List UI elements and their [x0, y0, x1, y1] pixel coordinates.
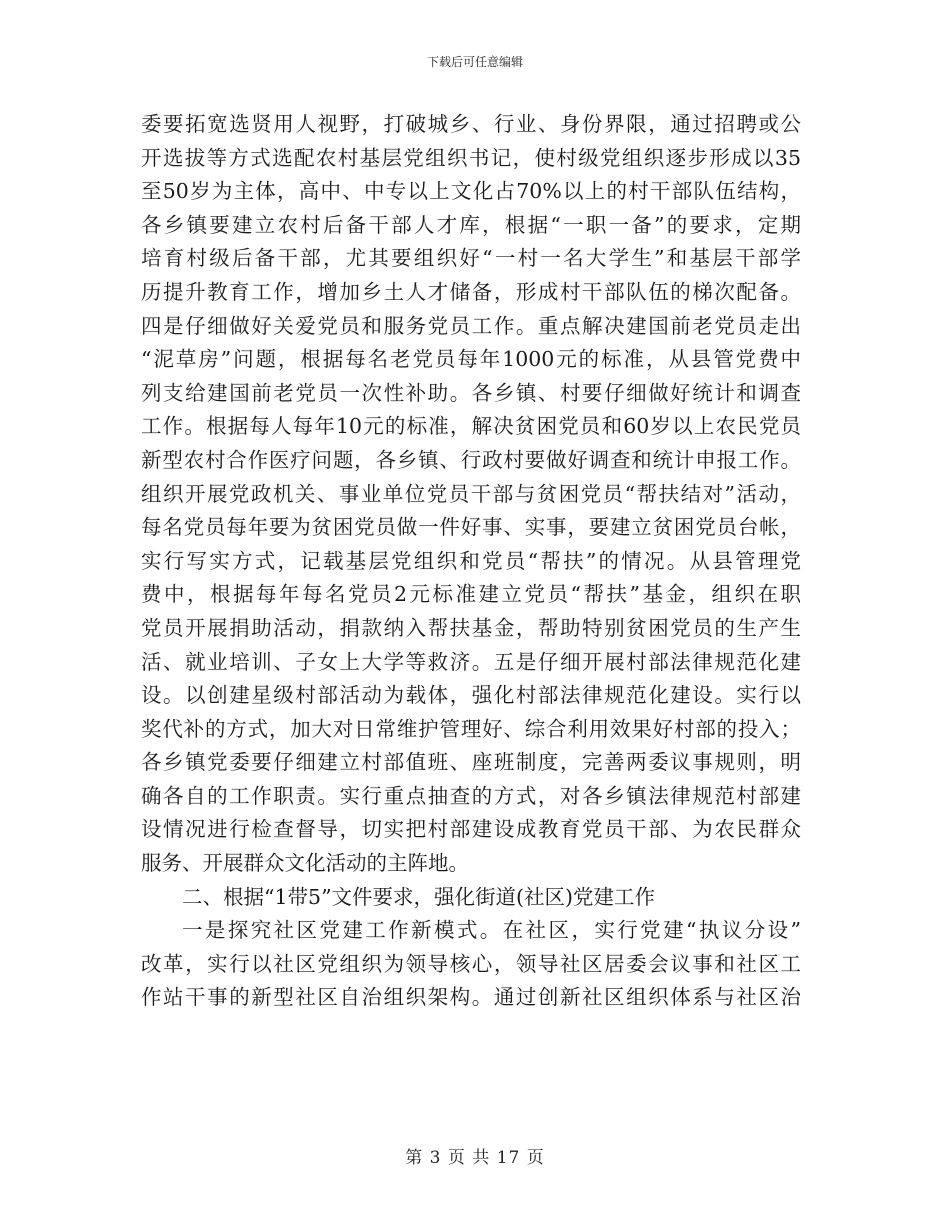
- text-line: 改革，实行以社区党组织为领导核心，领导社区居委会议事和社区工: [141, 951, 801, 976]
- text-line: 委要拓宽选贤用人视野，打破城乡、行业、身份界限，通过招聘或公: [141, 112, 801, 136]
- text-line: 实行写实方式，记载基层党组织和党员“帮扶”的情况。从县管理党: [141, 548, 801, 573]
- text-line: 费中，根据每年每名党员2元标准建立党员“帮扶”基金，组织在职: [141, 582, 801, 607]
- text-line: 每名党员每年要为贫困党员做一件好事、实事，要建立贫困党员台帐，: [141, 515, 801, 540]
- page-header: 下载后可任意编辑: [426, 55, 523, 69]
- text-line: 确各自的工作职责。实行重点抽查的方式，对各乡镇法律规范村部建: [141, 783, 801, 808]
- text-line: 活、就业培训、子女上大学等救济。五是仔细开展村部法律规范化建: [141, 649, 801, 674]
- text-line: 党员开展捐助活动，捐款纳入帮扶基金，帮助特别贫困党员的生产生: [141, 615, 801, 640]
- text-line: 四是仔细做好关爱党员和服务党员工作。重点解决建国前老党员走出: [141, 313, 801, 338]
- text-line: 培育村级后备干部，尤其要组织好“一村一名大学生”和基层干部学: [141, 246, 801, 271]
- text-line: 列支给建国前老党员一次性补助。各乡镇、村要仔细做好统计和调查: [141, 380, 801, 405]
- text-line: 设情况进行检查督导，切实把村部建设成教育党员干部、为农民群众: [141, 817, 801, 842]
- text-line: 奖代补的方式，加大对日常维护管理好、综合利用效果好村部的投入；: [141, 716, 801, 741]
- text-line: 作站干事的新型社区自治组织架构。通过创新社区组织体系与社区治: [141, 985, 801, 1010]
- body-text: [141, 108, 801, 1015]
- page-footer: 第 3 页 共 17 页: [405, 1148, 545, 1168]
- text-line: “泥草房”问题，根据每名老党员每年1000元的标准，从县管党费中: [141, 347, 801, 372]
- text-line: 历提升教育工作，增加乡土人才储备，形成村干部队伍的梯次配备。: [141, 279, 801, 304]
- text-line: 一是探究社区党建工作新模式。在社区，实行党建“执议分设”: [182, 918, 801, 943]
- text-line: 各乡镇党委要仔细建立村部值班、座班制度，完善两委议事规则，明: [141, 750, 801, 775]
- text-line: 至50岁为主体，高中、中专以上文化占70%以上的村干部队伍结构，: [141, 179, 801, 204]
- section-heading: 二、根据“1带5”文件要求，强化街道(社区)党建工作: [182, 884, 656, 909]
- text-line: 设。以创建星级村部活动为载体，强化村部法律规范化建设。实行以: [141, 683, 801, 708]
- text-line: 服务、开展群众文化活动的主阵地。: [141, 851, 469, 876]
- text-line: 新型农村合作医疗问题，各乡镇、行政村要做好调查和统计申报工作。: [141, 447, 801, 472]
- text-line: 组织开展党政机关、事业单位党员干部与贫困党员“帮扶结对”活动，: [141, 481, 801, 506]
- text-line: 工作。根据每人每年10元的标准，解决贫困党员和60岁以上农民党员: [141, 414, 801, 439]
- text-line: 开选拔等方式选配农村基层党组织书记，使村级党组织逐步形成以35: [141, 145, 801, 170]
- text-line: 各乡镇要建立农村后备干部人才库，根据“一职一备”的要求，定期: [141, 212, 801, 237]
